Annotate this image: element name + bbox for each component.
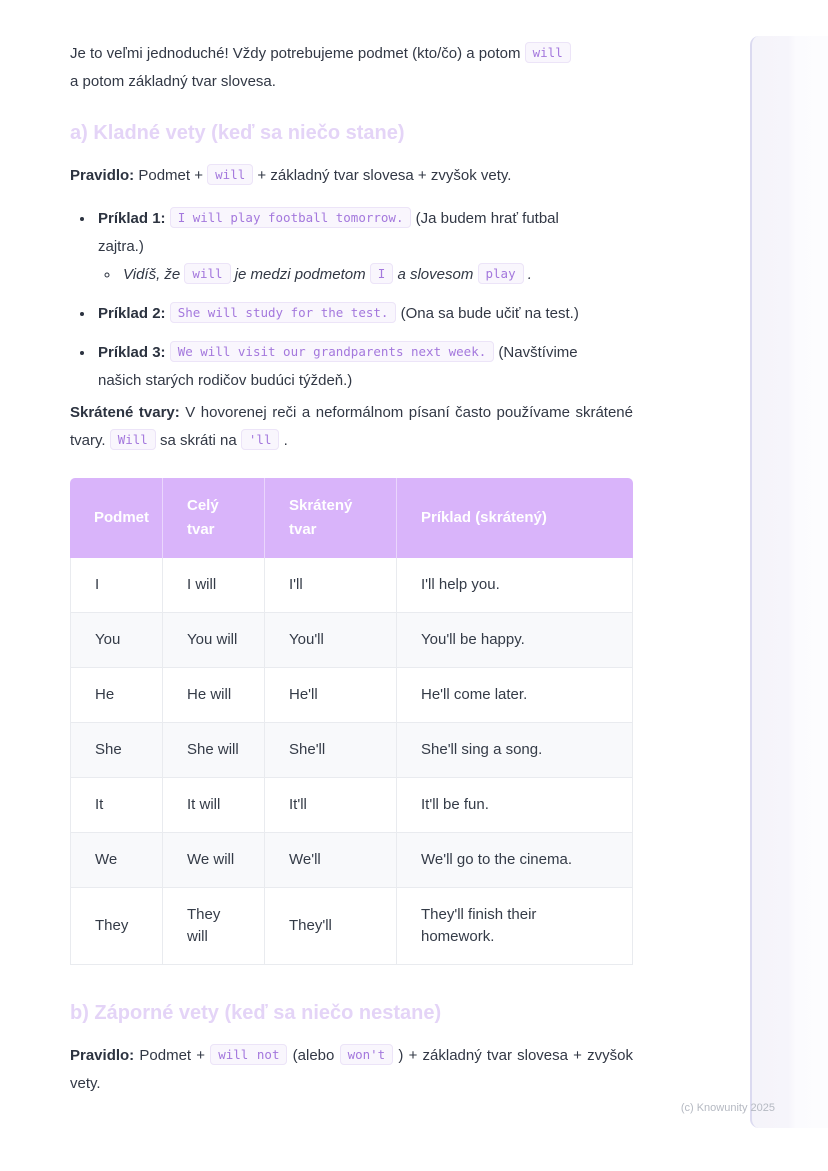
text-segment: (alebo	[287, 1047, 340, 1064]
text-segment: (Ona sa bude učiť na test.)	[396, 305, 579, 322]
code-chip: She will study for the test.	[170, 302, 397, 323]
table-cell: They'll	[265, 888, 397, 965]
contractions-table	[70, 478, 633, 965]
example-1-note	[123, 266, 532, 283]
table-cell: I'll help you.	[397, 558, 633, 613]
text-segment: + základný tvar slovesa + zvyšok vety.	[253, 167, 512, 184]
table-row	[70, 888, 633, 965]
section-b-heading: b) Záporné vety (keď sa niečo nestane)	[70, 1002, 442, 1024]
table-header-row	[70, 478, 633, 558]
table-cell: I will	[163, 558, 265, 613]
table-cell: You'll be happy.	[397, 613, 633, 668]
code-chip: will not	[210, 1044, 287, 1065]
next-page-edge[interactable]	[750, 36, 828, 1128]
example-3-text	[98, 344, 578, 389]
table-header-cell: Skrátený tvar	[265, 478, 397, 558]
text-segment: je medzi podmetom	[230, 266, 370, 283]
text-segment: V hovorenej reči a neformálnom písaní často používame skrátené tvary.	[70, 404, 633, 449]
table-cell: They will	[163, 888, 265, 965]
table-cell: He'll come later.	[397, 668, 633, 723]
section-b-rule	[70, 1042, 633, 1098]
code-chip: Will	[110, 429, 156, 450]
text-segment: Vidíš, že	[123, 266, 185, 283]
code-chip: will	[184, 263, 230, 284]
section-a-rule	[70, 162, 633, 190]
text-segment: Skrátené tvary:	[70, 404, 180, 421]
table-cell: He'll	[265, 668, 397, 723]
table-cell: He	[70, 668, 163, 723]
table-cell: You	[70, 613, 163, 668]
table-header-cell: Podmet	[70, 478, 163, 558]
table-cell: It'll be fun.	[397, 778, 633, 833]
text-segment: a potom základný tvar slovesa.	[70, 73, 276, 90]
text-segment: Príklad 3:	[98, 344, 166, 361]
code-chip: 'll	[241, 429, 280, 450]
list-item	[95, 339, 610, 395]
text-segment: našich starých rodičov budúci týždeň.)	[98, 372, 353, 389]
text-segment: ) + základný tvar slovesa + zvyšok vety.	[70, 1047, 633, 1092]
example-2-text	[98, 305, 579, 322]
table-cell: She	[70, 723, 163, 778]
code-chip: will	[525, 42, 571, 63]
table-cell: We'll go to the cinema.	[397, 833, 633, 888]
text-segment: sa skráti na	[155, 432, 241, 449]
text-segment: (Ja budem hrať futbal	[411, 210, 559, 227]
footer-copyright: (c) Knowunity 2025	[680, 1102, 775, 1114]
code-chip: I	[370, 263, 394, 284]
intro-paragraph	[70, 40, 633, 96]
table-cell: We will	[163, 833, 265, 888]
text-segment: a slovesom	[393, 266, 478, 283]
examples-list	[70, 205, 610, 395]
text-segment: Je to veľmi jednoduché! Vždy potrebujeme podmet (kto/čo) a potom	[70, 45, 525, 62]
table-cell: I	[70, 558, 163, 613]
text-segment: .	[523, 266, 532, 283]
table-cell: I'll	[265, 558, 397, 613]
short-forms-paragraph	[70, 399, 633, 455]
text-segment: Príklad 2:	[98, 305, 166, 322]
text-segment: Pravidlo:	[70, 167, 135, 184]
table-cell: They	[70, 888, 163, 965]
example-1-text	[98, 210, 559, 255]
table-body	[70, 558, 633, 965]
table-cell: You'll	[265, 613, 397, 668]
table-cell: We	[70, 833, 163, 888]
table-cell: She'll	[265, 723, 397, 778]
table-row	[70, 668, 633, 723]
code-chip: We will visit our grandparents next week.	[170, 341, 495, 362]
table-cell: It'll	[265, 778, 397, 833]
code-chip: will	[207, 164, 253, 185]
list-item	[95, 300, 610, 328]
table-row	[70, 723, 633, 778]
code-chip: I will play football tomorrow.	[170, 207, 412, 228]
text-segment: Podmet +	[134, 1047, 211, 1064]
table-header-cell: Celý tvar	[163, 478, 265, 558]
table-cell: It will	[163, 778, 265, 833]
table-row	[70, 833, 633, 888]
table-row	[70, 613, 633, 668]
text-segment: zajtra.)	[98, 238, 144, 255]
section-a-heading: a) Kladné vety (keď sa niečo stane)	[70, 122, 405, 144]
table-cell: They'll finish their homework.	[397, 888, 633, 965]
example-1-sublist	[98, 261, 610, 289]
code-chip: play	[478, 263, 524, 284]
table-cell: He will	[163, 668, 265, 723]
table-header-cell: Príklad (skrátený)	[397, 478, 633, 558]
table-cell: She will	[163, 723, 265, 778]
list-item	[95, 205, 610, 289]
table-cell: You will	[163, 613, 265, 668]
table-row	[70, 558, 633, 613]
list-item	[120, 261, 610, 289]
table-header	[70, 478, 633, 558]
table-cell: We'll	[265, 833, 397, 888]
text-segment: Príklad 1:	[98, 210, 166, 227]
text-segment: Podmet +	[134, 167, 208, 184]
table-cell: She'll sing a song.	[397, 723, 633, 778]
table-row	[70, 778, 633, 833]
table-cell: It	[70, 778, 163, 833]
text-segment: (Navštívime	[494, 344, 578, 361]
code-chip: won't	[340, 1044, 394, 1065]
text-segment: Pravidlo:	[70, 1047, 135, 1064]
text-segment: .	[279, 432, 288, 449]
